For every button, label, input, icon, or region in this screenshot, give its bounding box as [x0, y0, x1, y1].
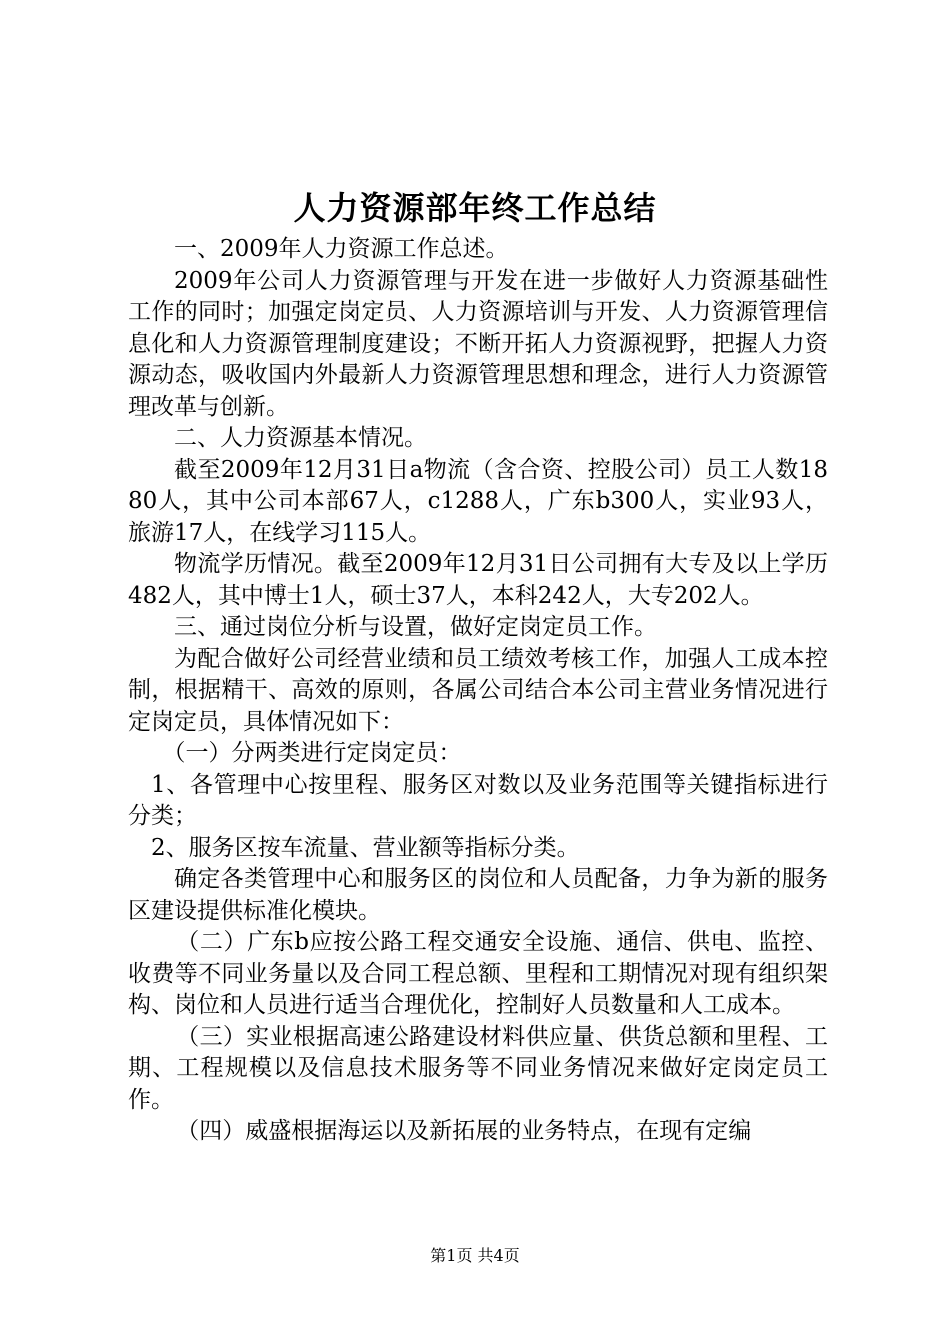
list-item: 1、各管理中心按里程、服务区对数以及业务范围等关键指标进行分类；	[128, 771, 828, 829]
paragraph: 截至2009年12月31日a物流（含合资、控股公司）员工人数1880人，其中公司本部67人，c1288人，广东b300人，实业93人，旅游17人，在线学习115人。	[128, 456, 828, 546]
page-number: 第1页 共4页	[430, 1246, 520, 1265]
subsection-heading: （一）分两类进行定岗定员：	[162, 740, 462, 766]
paragraph: （四）威盛根据海运以及新拓展的业务特点，在现有定编	[176, 1118, 752, 1144]
paragraph: 确定各类管理中心和服务区的岗位和人员配备，力争为新的服务区建设提供标准化模块。	[128, 866, 828, 924]
paragraph: （三）实业根据高速公路建设材料供应量、供货总额和里程、工期、工程规模以及信息技术服务等不同业务情况来做好定岗定员工作。	[128, 1023, 828, 1113]
section-heading: 二、人力资源基本情况。	[174, 425, 427, 451]
document-body	[128, 234, 828, 1148]
section-heading: 一、2009年人力资源工作总述。	[174, 236, 509, 262]
paragraph: （二）广东b应按公路工程交通安全设施、通信、供电、监控、收费等不同业务量以及合同工程总额、里程和工期情况对现有组织架构、岗位和人员进行适当合理优化，控制好人员数量和人工成本。	[128, 929, 828, 1018]
section-heading: 三、通过岗位分析与设置，做好定岗定员工作。	[174, 614, 657, 640]
paragraph: 物流学历情况。截至2009年12月31日公司拥有大专及以上学历482人，其中博士1人，硕士37人，本科242人，大专202人。	[128, 551, 828, 609]
paragraph: 2009年公司人力资源管理与开发在进一步做好人力资源基础性工作的同时；加强定岗定员、人力资源培训与开发、人力资源管理信息化和人力资源管理制度建设；不断开拓人力资源视野，把握人力资源动态，吸收国内外最新人力资源管理思想和理念，进行人力资源管理改革与创新。	[128, 267, 828, 420]
document-title: 人力资源部年终工作总结	[293, 189, 657, 227]
paragraph: 为配合做好公司经营业绩和员工绩效考核工作，加强人工成本控制，根据精干、高效的原则，各属公司结合本公司主营业务情况进行定岗定员，具体情况如下：	[128, 645, 828, 735]
list-item: 2、服务区按车流量、营业额等指标分类。	[151, 834, 580, 861]
